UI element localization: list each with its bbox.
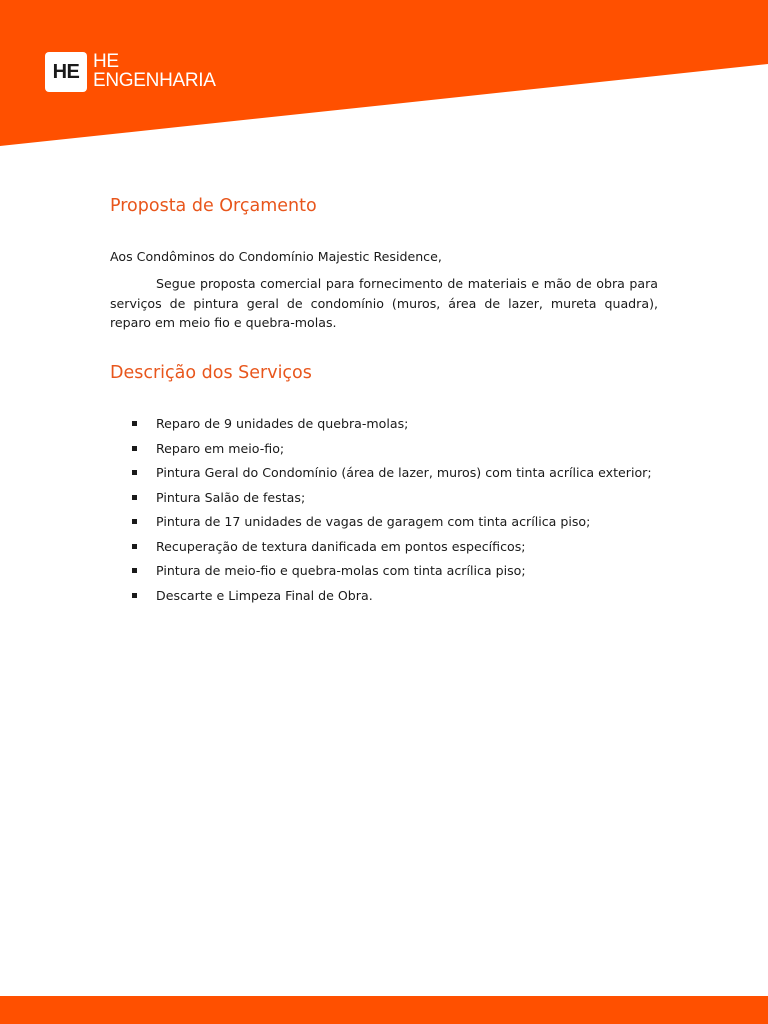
- service-item: [110, 437, 658, 462]
- bullet-icon: [132, 421, 137, 426]
- service-item: [110, 412, 658, 437]
- service-item-text: Pintura Salão de festas;: [156, 489, 306, 505]
- service-item: [110, 535, 658, 560]
- service-item: [110, 584, 658, 609]
- service-item: [110, 461, 658, 486]
- proposal-paragraph: Segue proposta comercial para fornecimento de materiais e mão de obra para serviços de pintura geral de condomínio (muros, área de lazer, mureta quadra), reparo em meio fio e quebra-molas.: [110, 276, 658, 330]
- logo-mark: HE: [45, 52, 87, 92]
- service-item: [110, 486, 658, 511]
- document-title: Proposta de Orçamento: [110, 196, 317, 216]
- bullet-icon: [132, 519, 137, 524]
- bullet-icon: [132, 593, 137, 598]
- service-item-text: Descarte e Limpeza Final de Obra.: [156, 587, 373, 603]
- service-item-text: Pintura de 17 unidades de vagas de garagem com tinta acrílica piso;: [156, 514, 591, 529]
- services-title: Descrição dos Serviços: [110, 363, 312, 383]
- logo-name-line-1: HE: [93, 51, 119, 72]
- bullet-icon: [132, 470, 137, 475]
- service-item-text: Recuperação de textura danificada em pontos específicos;: [156, 538, 526, 554]
- logo-company-name: [93, 52, 216, 90]
- service-item-text: Pintura Geral do Condomínio (área de lazer, muros) com tinta acrílica exterior;: [156, 465, 652, 480]
- footer-band: [0, 996, 768, 1024]
- logo-name-line-2: ENGENHARIA: [93, 70, 216, 91]
- bullet-icon: [132, 495, 137, 500]
- bullet-icon: [132, 446, 137, 451]
- services-list: [110, 412, 658, 608]
- bullet-icon: [132, 544, 137, 549]
- service-item-text: Pintura de meio-fio e quebra-molas com tinta acrílica piso;: [156, 563, 526, 578]
- bullet-icon: [132, 568, 137, 573]
- service-item: [110, 510, 658, 535]
- salutation: Aos Condôminos do Condomínio Majestic Residence,: [110, 249, 442, 264]
- service-item-text: Reparo de 9 unidades de quebra-molas;: [156, 416, 409, 431]
- service-item-text: Reparo em meio-fio;: [156, 440, 285, 456]
- service-item: [110, 559, 658, 584]
